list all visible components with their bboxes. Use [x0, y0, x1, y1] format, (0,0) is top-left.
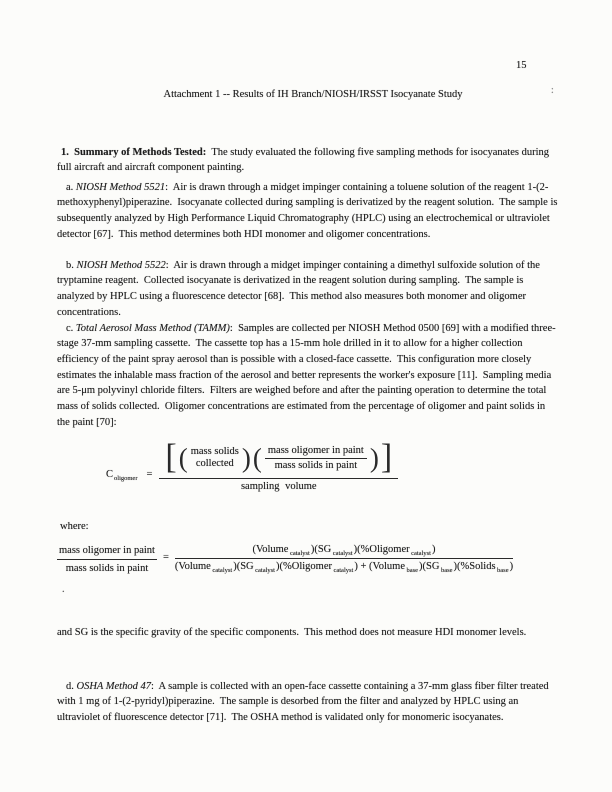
open-paren-delimiter-2: ( — [252, 442, 262, 473]
formula1-fraction — [159, 440, 398, 492]
method-d-body: : A sample is collected with an open-face cassette containing a 37-mm glass fiber filter treated with 1 mg of 1-(2-pyridyl)piperazine. The sample is desorbed from the filter and analyzed by HPLC using an ultraviolet of fluorescence detector [71]. The OSHA method is validated only for monomeric isocyanates. — [57, 680, 552, 723]
term: ) — [431, 544, 436, 555]
method-d-name: OSHA Method 47 — [76, 680, 151, 692]
formula2-rhs-denominator — [175, 559, 513, 572]
formula1-equals: = — [146, 469, 153, 480]
formula1-denominator: sampling volume — [240, 481, 317, 492]
term: ) — [509, 561, 514, 572]
close-paren-delimiter: ) — [241, 442, 251, 473]
where-label: where: — [60, 521, 89, 532]
oligomer-ratio-denominator: mass solids in paint — [274, 460, 358, 471]
term: (Volume — [252, 544, 289, 555]
stack-top: mass solids — [190, 446, 239, 458]
subscript: catalyst — [255, 566, 275, 574]
method-c-label: c. — [66, 322, 76, 334]
paragraph-summary — [57, 145, 559, 176]
subscript: catalyst — [333, 566, 354, 574]
sg-note: and SG is the specific gravity of the specific components. This method does not measure HDI monomer levels. — [57, 626, 527, 638]
oligomer-ratio-numerator: mass oligomer in paint — [265, 445, 367, 459]
oligomer-ratio-fraction — [265, 445, 367, 472]
scan-artifact-mark: : — [551, 85, 554, 96]
summary-body: The study evaluated the following five sampling methods for isocyanates during full aircraft and aircraft component painting. — [57, 146, 552, 174]
close-bracket-delimiter: ] — [380, 438, 393, 477]
mass-ratio-formula — [57, 544, 513, 575]
method-b-label: b. — [66, 259, 77, 271]
paragraph-method-c — [57, 321, 559, 431]
open-paren-delimiter: ( — [178, 442, 188, 473]
term: )(SG — [233, 561, 254, 572]
page-title: Attachment 1 -- Results of IH Branch/NIOSH/IRSST Isocyanate Study — [163, 89, 463, 100]
term: )(SG — [419, 561, 440, 572]
method-c-body: : Samples are collected per NIOSH Method 0500 [69] with a modified three-stage 37-mm sampling cassette. The cassette top has a 15-mm hole drilled in it to allow for a higher collection efficiency of the paint spray aerosol than is possible with a closed-face cassette. This configuration more closely estimates the inhalable mass fraction of the aerosol and better represents the worker's exposure [11]. Sampling media are 5-μm polyvinyl chloride filters. Filters are weighed before and after the painting operation to determine the total mass of solids collected. Oligomer concentrations are estimated from the percentage of oligomer and paint solids in the paint [70]: — [57, 322, 556, 428]
oligomer-concentration-formula — [106, 440, 398, 492]
formula1-lhs-symbol: C — [106, 469, 114, 480]
method-b-name: NIOSH Method 5522 — [76, 259, 166, 271]
method-a-name: NIOSH Method 5521 — [75, 181, 166, 193]
subscript: base — [406, 566, 419, 574]
subscript: catalyst — [332, 549, 353, 557]
term: )(%Oligomer — [353, 544, 410, 555]
method-a-label: a. — [66, 181, 76, 193]
formula2-lhs-numerator: mass oligomer in paint — [57, 544, 157, 560]
formula2-lhs-fraction — [57, 544, 157, 575]
method-d-label: d. — [66, 680, 77, 692]
subscript: catalyst — [212, 566, 233, 574]
open-bracket-delimiter: [ — [165, 438, 177, 477]
stack-bottom: collected — [195, 458, 234, 469]
term: (Volume — [174, 561, 211, 572]
subscript: base — [497, 566, 509, 574]
subscript: catalyst — [411, 549, 431, 557]
page-number: 15 — [516, 60, 527, 71]
stray-period-mark: . — [62, 584, 65, 595]
paragraph-method-a — [57, 180, 559, 243]
method-b-body: : Air is drawn through a midget impinger containing a dimethyl sulfoxide solution of the tryptamine reagent. Collected isocyanate is derivatized in the reagent solution during sampling. The sample is analyzed by HPLC using a fluorescence detector [68]. This method also measures both monomer and oligomer concentrations. — [57, 259, 543, 318]
term: ) + (Volume — [354, 561, 405, 572]
formula2-equals: = — [162, 552, 169, 563]
formula1-lhs — [106, 469, 137, 480]
formula2-rhs-fraction — [175, 544, 513, 572]
method-c-name: Total Aerosol Mass Method (TAMM) — [75, 322, 230, 334]
formula1-lhs-subscript: oligomer — [114, 474, 138, 482]
subscript: base — [440, 566, 453, 574]
method-a-body: : Air is drawn through a midget impinger containing a toluene solution of the reagent 1-(2-methoxyphenyl)piperazine. Isocyanate collected during sampling is derivatized by the reagent solution. The sample is subsequently analyzed by High Performance Liquid Chromatography (HPLC) using an electrochemical or ultraviolet detector [67]. This method determines both HDI monomer and oligomer concentrations. — [57, 181, 561, 240]
mass-solids-collected-stack — [189, 446, 241, 469]
subscript: catalyst — [289, 549, 310, 557]
term: )(%Oligomer — [276, 561, 332, 572]
summary-heading: 1. Summary of Methods Tested: — [61, 146, 207, 158]
term: )(SG — [310, 544, 332, 555]
formula2-lhs-denominator: mass solids in paint — [65, 563, 149, 574]
term: )(%Solids — [453, 561, 496, 572]
formula2-rhs-numerator — [175, 544, 513, 559]
paragraph-method-b — [57, 258, 559, 321]
paragraph-method-d — [57, 679, 559, 726]
close-paren-delimiter-2: ) — [369, 442, 379, 473]
formula1-numerator — [159, 440, 398, 479]
